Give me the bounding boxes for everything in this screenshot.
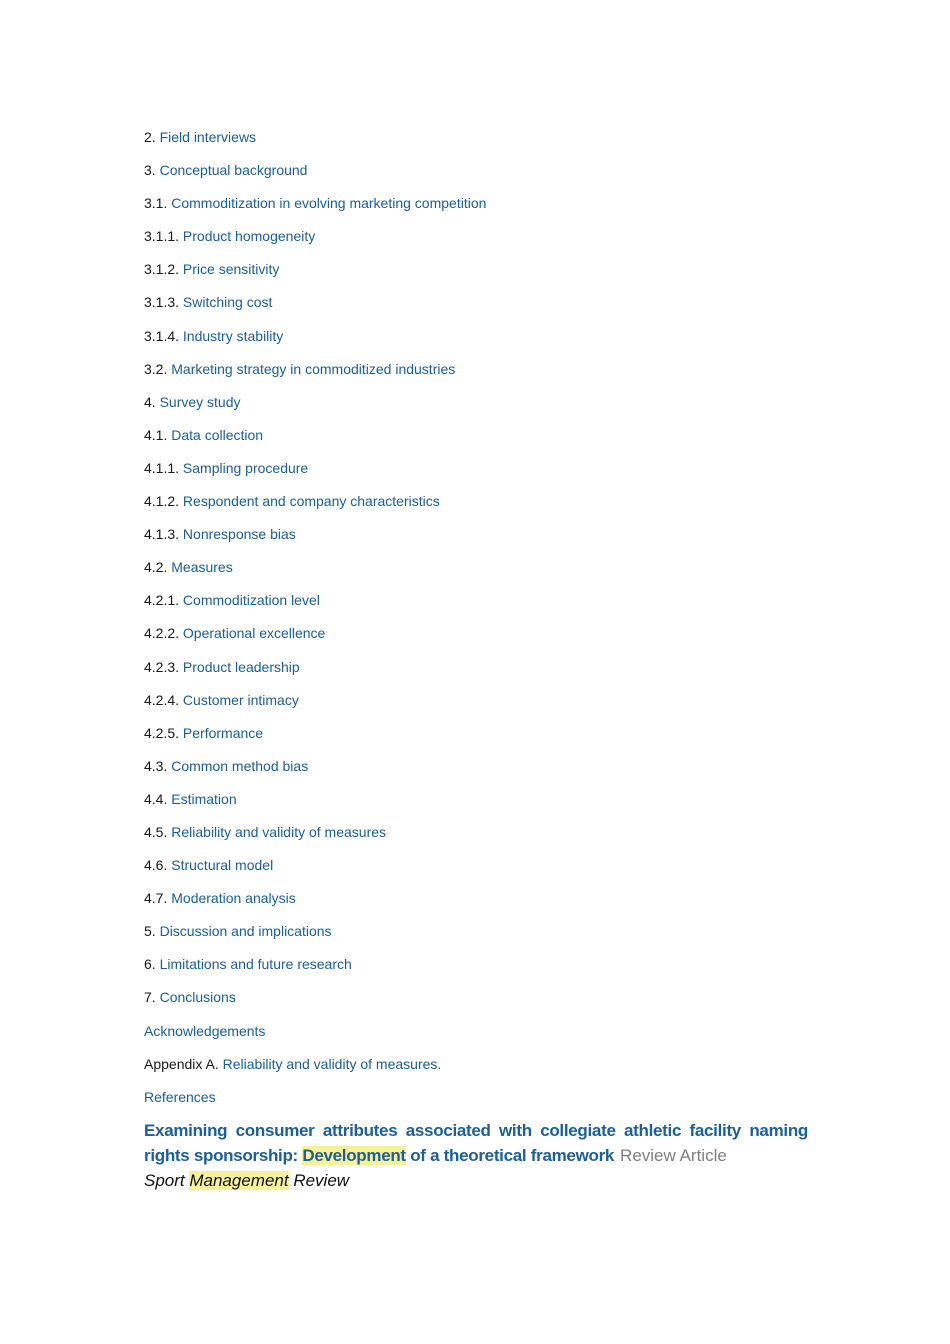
toc-item: [144, 623, 814, 656]
toc-item: [144, 292, 814, 325]
toc-item: [144, 590, 814, 623]
toc-item: [144, 491, 814, 524]
toc-item-link[interactable]: Respondent and company characteristics: [182, 493, 440, 510]
toc-item-number: 4.2.3.: [144, 658, 183, 675]
toc-item-number: 3.1.1.: [144, 228, 183, 245]
toc-item-number: 3.: [144, 162, 160, 179]
toc-item: [144, 888, 814, 921]
toc-item-number: Appendix A.: [144, 1055, 223, 1072]
toc-item-number: 5.: [144, 923, 160, 940]
toc-item-link[interactable]: Conclusions: [159, 989, 236, 1006]
toc-item: [144, 127, 814, 160]
toc-item-link[interactable]: Commoditization in evolving marketing competition: [171, 195, 487, 212]
toc-item-number: 4.1.3.: [144, 526, 183, 543]
toc-item-number: 4.5.: [144, 823, 172, 840]
toc-item-link[interactable]: Industry stability: [182, 327, 284, 344]
article-title-text[interactable]: Examining consumer attributes associated with collegiate athletic facility naming rights sponsorship:: [144, 1121, 808, 1165]
toc-item-link[interactable]: Moderation analysis: [171, 890, 296, 907]
toc-item-number: 2.: [144, 129, 160, 145]
toc-item-link[interactable]: Switching cost: [182, 294, 273, 311]
toc-item-number: 4.2.2.: [144, 625, 183, 642]
toc-item-link[interactable]: Measures: [171, 559, 233, 576]
article-title-highlight[interactable]: Development: [302, 1146, 406, 1165]
toc-item-link[interactable]: References: [144, 1088, 216, 1105]
toc-item-number: 3.1.: [144, 195, 172, 212]
toc-item-number: 3.1.2.: [144, 261, 183, 278]
toc-item-link[interactable]: Reliability and validity of measures: [171, 823, 387, 840]
toc-item: [144, 690, 814, 723]
toc-item: [144, 987, 814, 1020]
toc-item: [144, 1054, 814, 1087]
toc-item-link[interactable]: Field interviews: [159, 129, 257, 145]
toc-item-link[interactable]: Product leadership: [182, 658, 300, 675]
toc-item: [144, 657, 814, 690]
related-article: [144, 1118, 808, 1193]
toc-item: [144, 822, 814, 855]
toc-item: [144, 259, 814, 292]
toc-item: [144, 855, 814, 888]
toc-item: [144, 954, 814, 987]
toc-item-number: 4.2.1.: [144, 592, 183, 609]
toc-item-link[interactable]: Product homogeneity: [182, 228, 316, 245]
toc-item-number: 4.2.: [144, 559, 172, 576]
toc-item-link[interactable]: Commoditization level: [182, 592, 320, 609]
table-of-contents: [144, 127, 814, 1120]
toc-item: [144, 557, 814, 590]
toc-item: [144, 1021, 814, 1054]
toc-item: [144, 756, 814, 789]
toc-item: [144, 160, 814, 193]
toc-item: [144, 359, 814, 392]
toc-item: [144, 392, 814, 425]
toc-item-link[interactable]: Estimation: [171, 790, 237, 807]
toc-item: [144, 921, 814, 954]
toc-item: [144, 425, 814, 458]
toc-item-link[interactable]: Structural model: [171, 857, 274, 874]
journal-name-start: Sport: [144, 1171, 190, 1190]
toc-item: [144, 226, 814, 259]
toc-item-number: 3.2.: [144, 360, 172, 377]
toc-item-link[interactable]: Sampling procedure: [182, 459, 309, 476]
toc-item-link[interactable]: Data collection: [171, 426, 264, 443]
toc-item: [144, 524, 814, 557]
toc-item-number: 4.2.5.: [144, 724, 183, 741]
toc-item-number: 4.6.: [144, 857, 172, 874]
toc-item-link[interactable]: Survey study: [159, 393, 241, 410]
toc-item-link[interactable]: Nonresponse bias: [182, 526, 296, 543]
toc-item-link[interactable]: Conceptual background: [159, 162, 308, 179]
toc-item-number: 7.: [144, 989, 160, 1006]
toc-item-link[interactable]: Performance: [182, 724, 264, 741]
journal-name-end: Review: [288, 1171, 350, 1190]
toc-item-number: 4.2.4.: [144, 691, 183, 708]
toc-item-number: 4.7.: [144, 890, 172, 907]
toc-item-link[interactable]: Limitations and future research: [159, 956, 352, 973]
toc-item: [144, 326, 814, 359]
toc-item-link[interactable]: Customer intimacy: [182, 691, 299, 708]
toc-item-link[interactable]: Reliability and validity of measures.: [222, 1055, 442, 1072]
toc-item-link[interactable]: Operational excellence: [182, 625, 326, 642]
toc-item-number: 3.1.3.: [144, 294, 183, 311]
toc-item-link[interactable]: Discussion and implications: [159, 923, 332, 940]
journal-name-highlight: Management: [189, 1171, 289, 1190]
article-type: Review Article: [620, 1146, 727, 1165]
article-title-text-end[interactable]: of a theoretical framework: [405, 1146, 615, 1165]
toc-item-number: 4.: [144, 393, 160, 410]
toc-item-number: 6.: [144, 956, 160, 973]
toc-item-number: 4.1.: [144, 426, 172, 443]
toc-item: [144, 458, 814, 491]
toc-item-number: 3.1.4.: [144, 327, 183, 344]
toc-item: [144, 789, 814, 822]
toc-item-number: 4.1.2.: [144, 493, 183, 510]
toc-item-number: 4.3.: [144, 757, 172, 774]
toc-item-number: 4.1.1.: [144, 459, 183, 476]
journal-name: [144, 1168, 808, 1193]
toc-item-link[interactable]: Marketing strategy in commoditized industries: [171, 360, 456, 377]
toc-item: [144, 193, 814, 226]
toc-item-number: 4.4.: [144, 790, 172, 807]
related-article-title[interactable]: [144, 1118, 808, 1168]
toc-item-link[interactable]: Acknowledgements: [144, 1022, 266, 1039]
toc-item: [144, 723, 814, 756]
toc-item: [144, 1087, 814, 1120]
toc-item-link[interactable]: Common method bias: [171, 757, 309, 774]
toc-item-link[interactable]: Price sensitivity: [182, 261, 280, 278]
